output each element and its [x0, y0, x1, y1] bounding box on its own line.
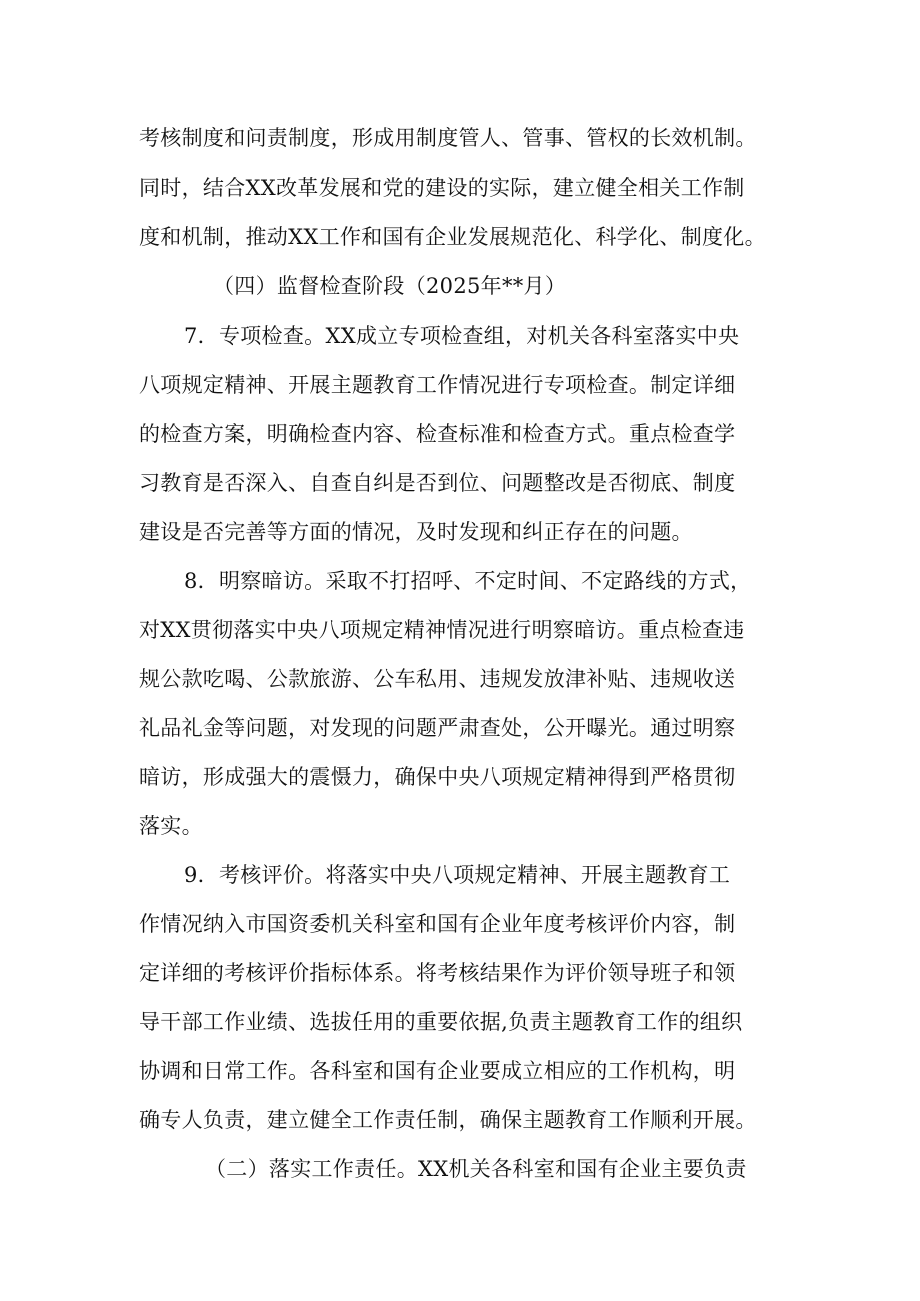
- text-line: 导干部工作业绩、选拔任用的重要依据,负责主题教育工作的组织: [139, 1010, 743, 1034]
- text-line: 9．考核评价。将落实中央八项规定精神、开展主题教育工: [184, 863, 731, 887]
- text-line: 度和机制，推动XX工作和国有企业发展规范化、科学化、制度化。: [139, 225, 766, 249]
- text-line: 的检查方案，明确检查内容、检查标准和检查方式。重点检查学: [139, 422, 736, 446]
- text-line: 协调和日常工作。各科室和国有企业要成立相应的工作机构，明: [139, 1059, 736, 1083]
- text-line: 作情况纳入市国资委机关科室和国有企业年度考核评价内容，制: [139, 912, 736, 936]
- text-line: 建设是否完善等方面的情况，及时发现和纠正存在的问题。: [139, 520, 693, 544]
- text-line: 习教育是否深入、自查自纠是否到位、问题整改是否彻底、制度: [139, 471, 736, 495]
- text-line: 规公款吃喝、公款旅游、公车私用、违规发放津补贴、违规收送: [139, 667, 736, 691]
- text-line: 八项规定精神、开展主题教育工作情况进行专项检查。制定详细: [139, 373, 736, 397]
- text-line: 7．专项检查。XX成立专项检查组，对机关各科室落实中央: [184, 324, 740, 348]
- text-line: 对XX贯彻落实中央八项规定精神情况进行明察暗访。重点检查违: [139, 618, 745, 642]
- section-heading: （四）监督检查阶段（2025年**月）: [213, 274, 567, 298]
- text-line: 礼品礼金等问题，对发现的问题严肃查处，公开曝光。通过明察: [139, 716, 736, 740]
- text-line: 定详细的考核评价指标体系。将考核结果作为评价领导班子和领: [139, 961, 736, 985]
- text-line: 落实。: [139, 814, 203, 838]
- text-line: 暗访，形成强大的震慑力，确保中央八项规定精神得到严格贯彻: [139, 765, 736, 789]
- text-line: 考核制度和问责制度，形成用制度管人、管事、管权的长效机制。: [139, 126, 757, 150]
- text-line: 8．明察暗访。采取不打招呼、不定时间、不定路线的方式，: [184, 569, 752, 593]
- text-line: 确专人负责，建立健全工作责任制，确保主题教育工作顺利开展。: [139, 1108, 757, 1132]
- text-line: 同时，结合XX改革发展和党的建设的实际，建立健全相关工作制: [139, 176, 745, 200]
- section-heading: （二）落实工作责任。XX机关各科室和国有企业主要负责: [205, 1157, 747, 1181]
